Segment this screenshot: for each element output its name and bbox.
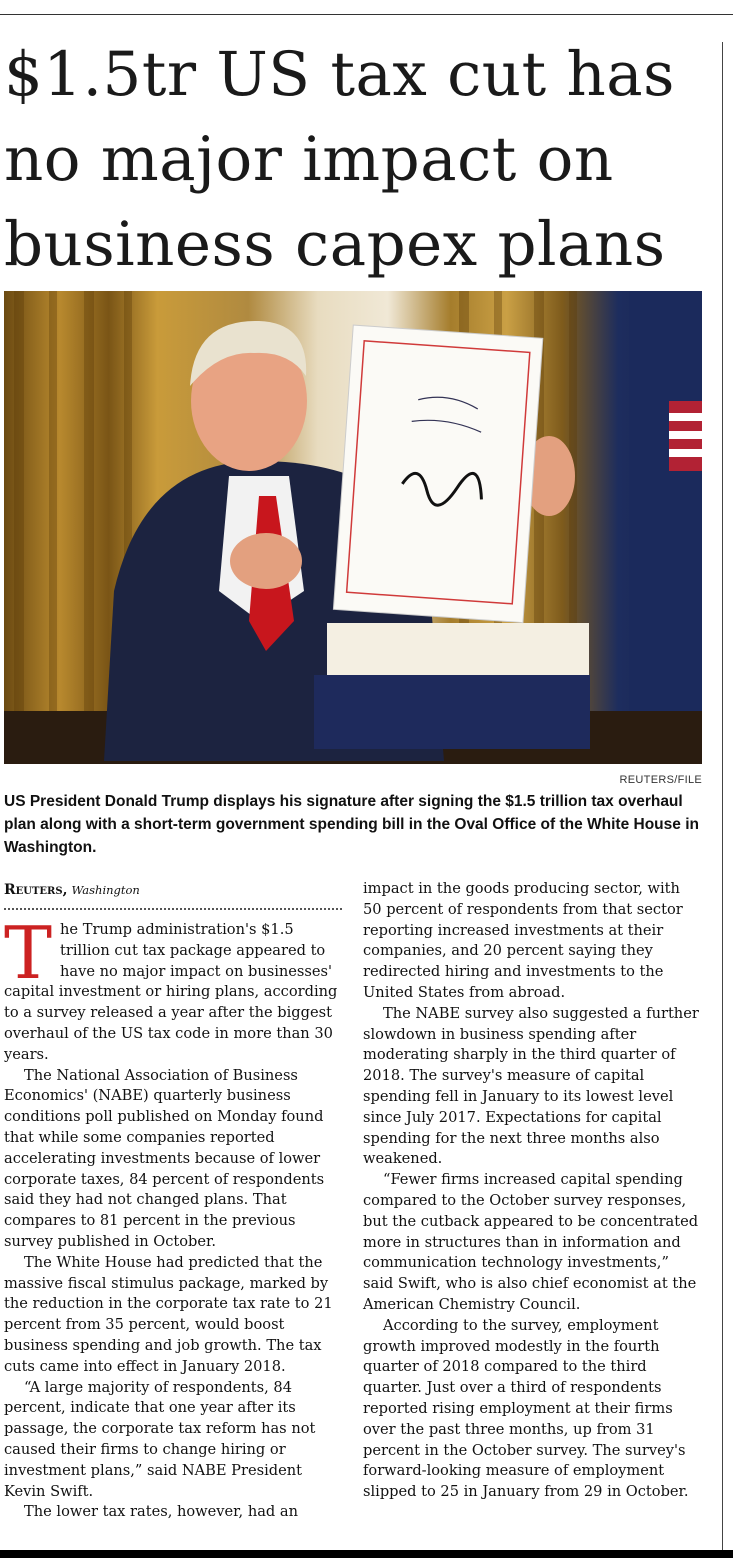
paragraph: The National Association of Business Economics' (NABE) quarterly business conditions poll published on Monday found that while some companies reported accelerating investments because of lower corporate taxes, 84 percent of respondents said they had not changed plans. That compares to 81 percent in the previous survey published in October. — [4, 1066, 325, 1250]
byline-divider — [4, 908, 342, 910]
paragraph: “Fewer firms increased capital spending compared to the October survey responses, but the cutback appeared to be concentrated more in structures than in information and communication technology investments,” said Swift, who is also chief economist at the American Chemistry Council. — [363, 1171, 699, 1313]
photo-illustration — [4, 291, 702, 764]
top-rule — [0, 14, 733, 15]
headline: $1.5tr US tax cut has no major impact on business capex plans — [4, 39, 675, 280]
paragraph: impact in the goods producing sector, with 50 percent of respondents from that sector reporting increased investments at their companies, and 20 percent saying they redirected hiring and investments to the United States from abroad. — [363, 880, 683, 1001]
paragraph-text: he Trump administration's $1.5 trillion cut tax package appeared to have no major impact on businesses' capital investment or hiring plans, according to a survey released a year after the biggest overhaul of the US tax code in more than 30 years. — [4, 921, 338, 1063]
photo-caption: US President Donald Trump displays his signature after signing the $1.5 trillion tax overhaul plan along with a short-term government spending bill in the Oval Office of the White House in Washington. — [4, 793, 699, 856]
paragraph: The NABE survey also suggested a further slowdown in business spending after moderating sharply in the third quarter of 2018. The survey's measure of capital spending fell in January to its lowest level since July 2017. Expectations for capital spending for the next three months also weakened. — [363, 1004, 699, 1168]
paragraph: According to the survey, employment growth improved modestly in the fourth quarter of 2018 compared to the third quarter. Just over a third of respondents reported rising employment at their firms over the past three months, up from 31 percent in the October survey. The survey's forward-looking measure of employment slipped to 25 in January from 29 in October. — [363, 1316, 689, 1501]
paragraph: “A large majority of respondents, 84 percent, indicate that one year after its passage, the corporate tax reform has not caused their firms to change hiring or investment plans,” said NABE President Kevin Swift. — [4, 1378, 316, 1500]
paragraph: The lower tax rates, however, had an — [24, 1503, 299, 1521]
photo-credit: REUTERS/FILE — [619, 774, 702, 786]
paragraph — [4, 911, 342, 1066]
column-rule — [722, 42, 723, 1550]
byline — [4, 882, 140, 898]
paragraph: The White House had predicted that the massive fiscal stimulus package, marked by the reduction in the corporate tax rate to 21 percent from 35 percent, would boost business spending and job growth. The tax cuts came into effect in January 2018. — [4, 1253, 333, 1375]
bottom-bar — [0, 1550, 733, 1558]
byline-agency: Reuters, — [4, 882, 68, 898]
drop-cap: T — [4, 911, 53, 995]
article-column-1 — [4, 911, 342, 1523]
news-photo — [4, 291, 702, 764]
article-column-2 — [363, 879, 703, 1503]
byline-place: Washington — [71, 883, 140, 897]
